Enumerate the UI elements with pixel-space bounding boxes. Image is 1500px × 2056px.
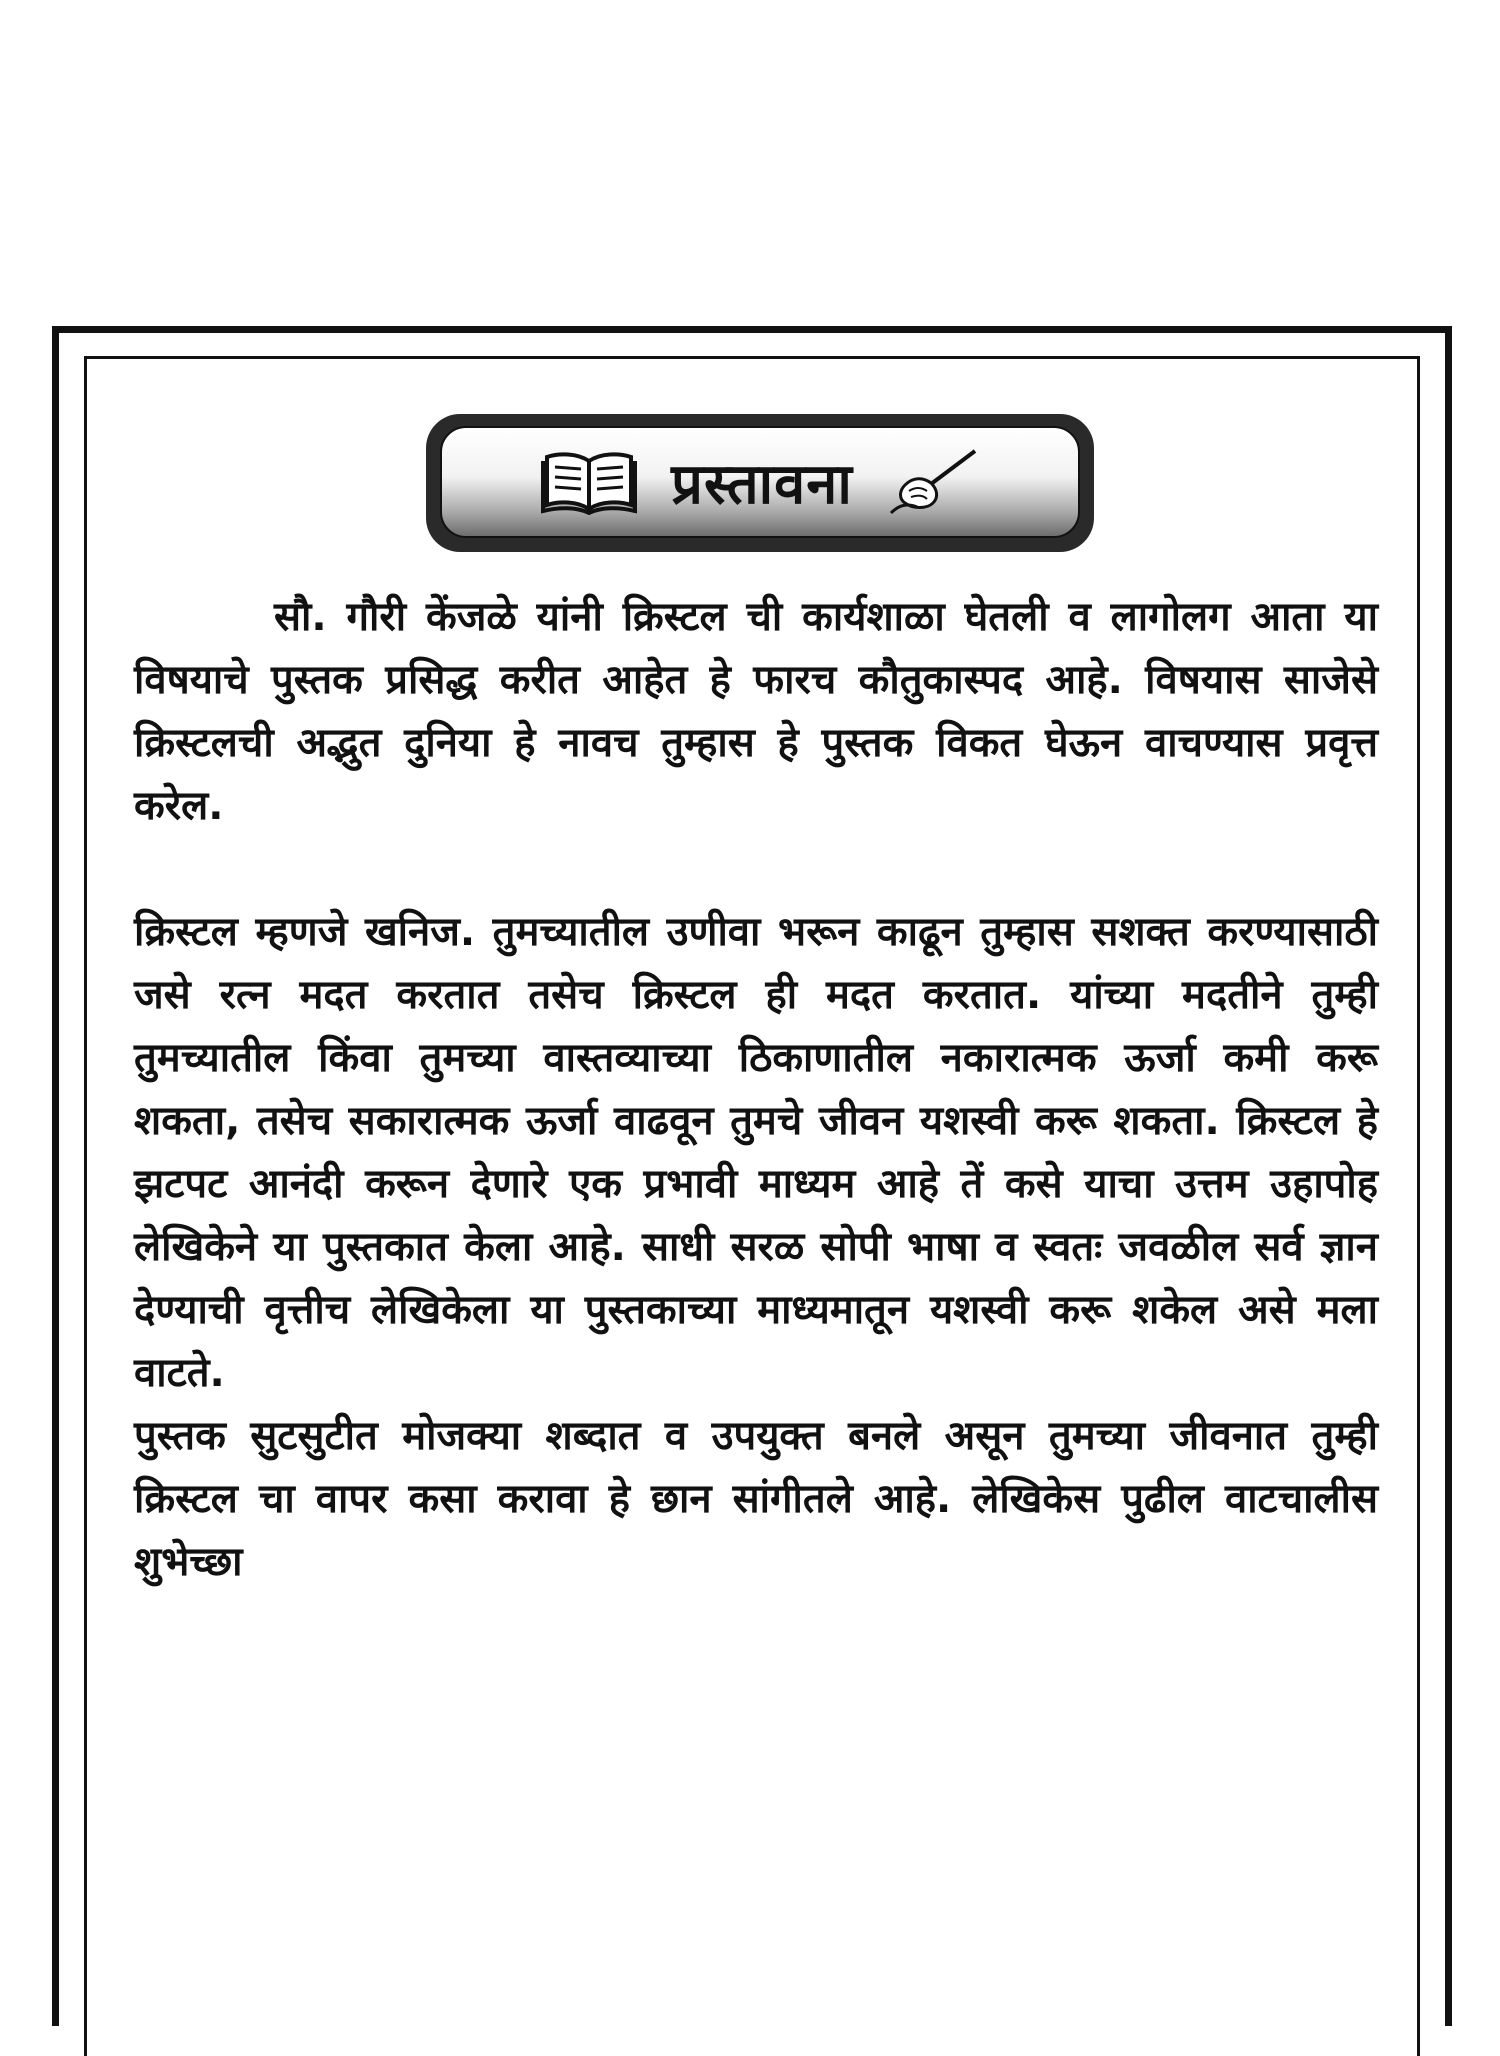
paragraph-3: पुस्तक सुटसुटीत मोजक्या शब्दात व उपयुक्त बनले असून तुमच्या जीवनात तुम्ही क्रिस्टल चा वापर कसा करावा हे छान सांगीतले आहे. लेखिकेस पुढील वाटचालीस शुभेच्छा [134,1413,1378,1585]
preface-body [134,586,1378,1594]
paragraph-2: क्रिस्टल म्हणजे खनिज. तुमच्यातील उणीवा भरून काढून तुम्हास सशक्त करण्यासाठी जसे रत्न मदत करतात तसेच क्रिस्टल ही मदत करतात. यांच्या मदतीने तुम्ही तुमच्यातील किंवा तुमच्या वास्तव्याच्या ठिकाणातील नकारात्मक ऊर्जा कमी करू शकता, तसेच सकारात्मक ऊर्जा वाढवून तुमचे जीवन यशस्वी करू शकता. क्रिस्टल हे झटपट आनंदी करून देणारे एक प्रभावी माध्यम आहे तें कसे याचा उत्तम उहापोह लेखिकेने या पुस्तकात केला आहे. साधी सरळ सोपी भाषा व स्वतः जवळील सर्व ज्ञान देण्याची वृत्तीच लेखिकेला या पुस्तकाच्या माध्यमातून यशस्वी करू शकेल असे मला वाटते. [134,909,1378,1396]
heading-banner-face [440,426,1080,538]
paragraph-spacer [134,838,1378,901]
paragraph-1: सौ. गौरी केंजळे यांनी क्रिस्टल ची कार्यशाळा घेतली व लागोलग आता या विषयाचे पुस्तक प्रसिद्ध करीत आहेत हे फारच कौतुकास्पद आहे. विषयास साजेसे क्रिस्टलची अद्भुत दुनिया हे नावच तुम्हास हे पुस्तक विकत घेऊन वाचण्यास प्रवृत्त करेल. [134,594,1378,829]
heading-banner [426,414,1094,552]
writing-hand-icon [887,447,979,517]
open-book-icon [541,449,637,515]
page-title: प्रस्तावना [671,452,853,517]
